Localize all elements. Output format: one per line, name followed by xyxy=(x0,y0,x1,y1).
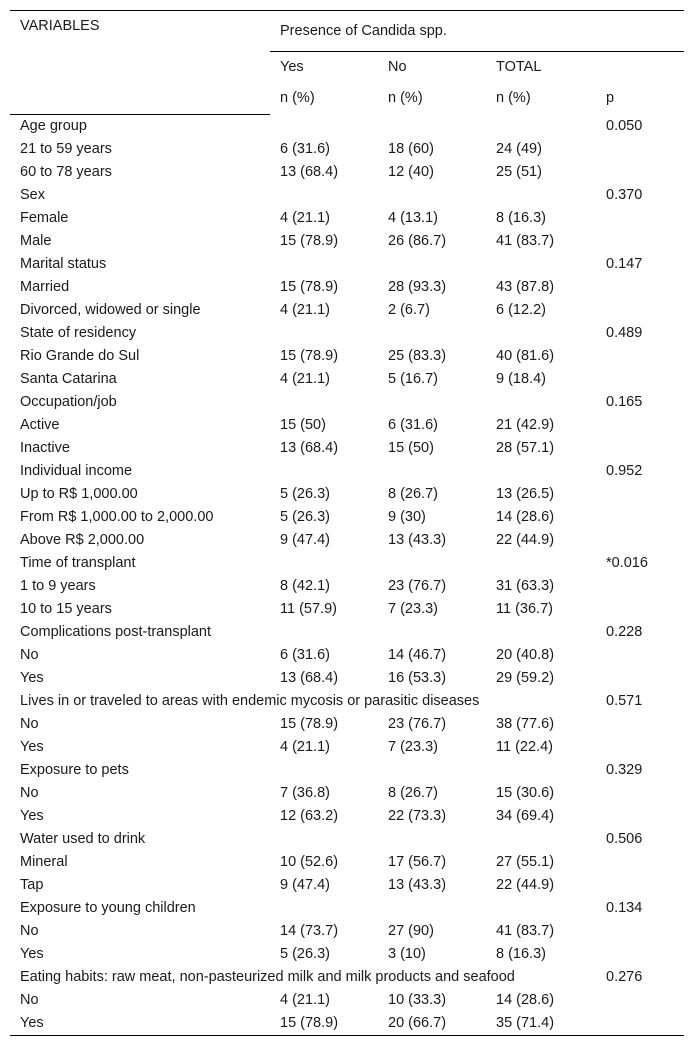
row-label: Inactive xyxy=(20,440,70,456)
row-label: Tap xyxy=(20,877,44,893)
row-no: 3 (10) xyxy=(388,946,426,962)
row-yes: 9 (47.4) xyxy=(280,877,330,893)
row-no: 23 (76.7) xyxy=(388,716,447,732)
row-p-value xyxy=(596,736,684,759)
row-no: 26 (86.7) xyxy=(388,233,447,249)
row-total: 15 (30.6) xyxy=(496,785,555,801)
row-p-value: 0.489 xyxy=(606,325,643,341)
row-p-value: 0.050 xyxy=(606,117,643,134)
header-n-pct-total: n (%) xyxy=(496,90,531,107)
row-yes: 8 (42.1) xyxy=(280,578,330,594)
row-total xyxy=(486,460,596,483)
row-p-value xyxy=(596,805,684,828)
row-total: 31 (63.3) xyxy=(496,578,555,594)
row-no: 8 (26.7) xyxy=(388,785,438,801)
row-label: Yes xyxy=(20,739,44,755)
row-yes xyxy=(270,460,378,483)
row-total xyxy=(486,759,596,782)
row-label: Sex xyxy=(20,187,45,203)
row-total xyxy=(486,828,596,851)
row-yes xyxy=(270,897,378,920)
row-no: 5 (16.7) xyxy=(388,371,438,387)
row-label: Yes xyxy=(20,946,44,962)
header-row-1 xyxy=(10,11,684,51)
row-label: No xyxy=(20,992,39,1008)
row-label: Above R$ 2,000.00 xyxy=(20,532,145,548)
row-label: Active xyxy=(20,417,60,433)
row-yes: 12 (63.2) xyxy=(280,808,339,824)
row-total: 41 (83.7) xyxy=(496,923,555,939)
row-label: Marital status xyxy=(20,256,107,272)
row-label: Yes xyxy=(20,808,44,824)
table-row xyxy=(10,368,684,391)
row-no: 27 (90) xyxy=(388,923,434,939)
row-yes xyxy=(270,828,378,851)
row-no xyxy=(378,759,486,782)
row-p-value: 0.952 xyxy=(606,463,643,479)
row-total xyxy=(486,322,596,345)
row-label: From R$ 1,000.00 to 2,000.00 xyxy=(20,509,214,525)
row-total: 43 (87.8) xyxy=(496,279,555,295)
table-row xyxy=(10,644,684,667)
row-no xyxy=(378,552,486,575)
row-total xyxy=(486,897,596,920)
row-label: Yes xyxy=(20,1015,44,1031)
row-no: 7 (23.3) xyxy=(388,601,438,617)
row-yes xyxy=(270,759,378,782)
row-p-value xyxy=(596,713,684,736)
row-total xyxy=(486,391,596,414)
row-label: Occupation/job xyxy=(20,394,117,410)
row-total: 22 (44.9) xyxy=(496,532,555,548)
row-label: No xyxy=(20,923,39,939)
row-no xyxy=(378,114,486,138)
row-p-value xyxy=(596,667,684,690)
row-no xyxy=(378,391,486,414)
row-no xyxy=(378,253,486,276)
row-yes: 5 (26.3) xyxy=(280,509,330,525)
row-no: 7 (23.3) xyxy=(388,739,438,755)
row-no: 14 (46.7) xyxy=(388,647,447,663)
row-p-value xyxy=(596,644,684,667)
row-p-value: 0.165 xyxy=(606,394,643,410)
row-total: 29 (59.2) xyxy=(496,670,555,686)
row-p-value xyxy=(596,851,684,874)
row-label: Time of transplant xyxy=(20,555,136,571)
table-row xyxy=(10,989,684,1012)
row-label: Rio Grande do Sul xyxy=(20,348,140,364)
table-row xyxy=(10,483,684,506)
table-row xyxy=(10,759,684,782)
row-p-value: 0.147 xyxy=(606,256,643,272)
row-no: 12 (40) xyxy=(388,164,434,180)
row-total: 11 (36.7) xyxy=(496,601,553,617)
table-row xyxy=(10,782,684,805)
row-p-value xyxy=(596,483,684,506)
table-row xyxy=(10,322,684,345)
row-total: 25 (51) xyxy=(496,164,542,180)
row-p-value xyxy=(596,414,684,437)
row-label: State of residency xyxy=(20,325,137,341)
row-no: 6 (31.6) xyxy=(388,417,438,433)
row-label: Mineral xyxy=(20,854,68,870)
row-label: No xyxy=(20,716,39,732)
row-p-value: 0.571 xyxy=(606,693,643,709)
table-row xyxy=(10,114,684,138)
row-label: No xyxy=(20,785,39,801)
row-yes: 9 (47.4) xyxy=(280,532,330,548)
row-yes: 13 (68.4) xyxy=(280,440,339,456)
row-total: 34 (69.4) xyxy=(496,808,555,824)
row-yes: 15 (78.9) xyxy=(280,716,339,732)
row-total: 13 (26.5) xyxy=(496,486,555,502)
row-total xyxy=(486,114,596,138)
row-no: 4 (13.1) xyxy=(388,210,438,226)
row-yes: 13 (68.4) xyxy=(280,670,339,686)
row-p-value: 0.329 xyxy=(606,762,643,778)
row-p-value xyxy=(596,1012,684,1035)
table-row xyxy=(10,575,684,598)
row-yes: 4 (21.1) xyxy=(280,210,330,226)
row-total: 24 (49) xyxy=(496,141,542,157)
row-p-value xyxy=(596,529,684,552)
table-row xyxy=(10,460,684,483)
row-total: 35 (71.4) xyxy=(496,1015,555,1031)
row-label: Lives in or traveled to areas with endemic mycosis or parasitic diseases xyxy=(20,693,480,709)
table-row xyxy=(10,161,684,184)
row-yes: 11 (57.9) xyxy=(280,601,337,617)
row-p-value: 0.506 xyxy=(606,831,643,847)
row-label: 60 to 78 years xyxy=(20,164,112,180)
row-p-value xyxy=(596,920,684,943)
table-row xyxy=(10,736,684,759)
data-table xyxy=(10,10,684,1036)
table-row xyxy=(10,391,684,414)
row-yes: 5 (26.3) xyxy=(280,486,330,502)
row-p-value xyxy=(596,598,684,621)
table-row xyxy=(10,184,684,207)
row-label: Yes xyxy=(20,670,44,686)
row-label: Female xyxy=(20,210,69,226)
row-no: 15 (50) xyxy=(388,440,434,456)
row-yes: 4 (21.1) xyxy=(280,739,330,755)
row-p-value xyxy=(596,943,684,966)
row-no: 25 (83.3) xyxy=(388,348,447,364)
row-yes xyxy=(270,322,378,345)
row-total: 6 (12.2) xyxy=(496,302,546,318)
table-row xyxy=(10,230,684,253)
header-row-3 xyxy=(10,83,684,115)
row-yes: 15 (78.9) xyxy=(280,279,339,295)
row-label: Exposure to young children xyxy=(20,900,196,916)
table-body xyxy=(10,114,684,1035)
row-p-value xyxy=(596,345,684,368)
header-row-2 xyxy=(10,51,684,83)
table-row xyxy=(10,414,684,437)
row-total: 38 (77.6) xyxy=(496,716,555,732)
row-total xyxy=(486,253,596,276)
table-row xyxy=(10,529,684,552)
table-row xyxy=(10,805,684,828)
table-row xyxy=(10,437,684,460)
row-yes: 10 (52.6) xyxy=(280,854,339,870)
row-p-value xyxy=(596,161,684,184)
table-row xyxy=(10,276,684,299)
row-total: 27 (55.1) xyxy=(496,854,555,870)
row-total: 8 (16.3) xyxy=(496,210,546,226)
row-no: 8 (26.7) xyxy=(388,486,438,502)
row-p-value: 0.276 xyxy=(606,969,643,985)
row-yes: 4 (21.1) xyxy=(280,371,330,387)
row-total xyxy=(486,184,596,207)
row-yes: 15 (78.9) xyxy=(280,1015,339,1031)
row-label: Santa Catarina xyxy=(20,371,117,387)
row-p-value xyxy=(596,207,684,230)
table-row xyxy=(10,299,684,322)
row-p-value: 0.134 xyxy=(606,900,643,916)
row-no: 13 (43.3) xyxy=(388,532,447,548)
row-no xyxy=(378,621,486,644)
row-label: Individual income xyxy=(20,463,133,479)
table-row xyxy=(10,506,684,529)
row-p-value xyxy=(596,138,684,161)
header-n-pct-no: n (%) xyxy=(388,90,423,107)
row-yes xyxy=(270,253,378,276)
row-no xyxy=(378,460,486,483)
row-label: 21 to 59 years xyxy=(20,141,112,157)
row-yes: 6 (31.6) xyxy=(280,647,330,663)
table-row xyxy=(10,897,684,920)
row-yes xyxy=(270,391,378,414)
row-total xyxy=(486,552,596,575)
row-label: Water used to drink xyxy=(20,831,146,847)
row-total xyxy=(486,621,596,644)
table-row xyxy=(10,920,684,943)
row-p-value xyxy=(596,782,684,805)
row-yes: 15 (78.9) xyxy=(280,348,339,364)
row-yes xyxy=(270,114,378,138)
row-p-value xyxy=(596,299,684,322)
row-no: 22 (73.3) xyxy=(388,808,447,824)
row-total: 14 (28.6) xyxy=(496,992,555,1008)
table-row xyxy=(10,667,684,690)
row-label: Age group xyxy=(20,118,87,134)
row-label: 1 to 9 years xyxy=(20,578,96,594)
row-total: 21 (42.9) xyxy=(496,417,555,433)
table-row xyxy=(10,1012,684,1035)
table-row xyxy=(10,598,684,621)
row-no xyxy=(378,322,486,345)
row-no: 28 (93.3) xyxy=(388,279,447,295)
row-label: Divorced, widowed or single xyxy=(20,302,201,318)
row-total: 28 (57.1) xyxy=(496,440,555,456)
row-no xyxy=(378,897,486,920)
header-n-pct-yes: n (%) xyxy=(280,90,315,107)
row-p-value xyxy=(596,368,684,391)
row-no: 17 (56.7) xyxy=(388,854,447,870)
row-label: Eating habits: raw meat, non-pasteurized milk and milk products and seafood xyxy=(20,969,515,985)
header-total: TOTAL xyxy=(496,59,542,75)
row-no: 16 (53.3) xyxy=(388,670,447,686)
row-no xyxy=(378,184,486,207)
row-total: 20 (40.8) xyxy=(496,647,555,663)
row-p-value xyxy=(596,575,684,598)
row-yes: 5 (26.3) xyxy=(280,946,330,962)
row-no xyxy=(378,828,486,851)
table-row xyxy=(10,874,684,897)
row-yes: 6 (31.6) xyxy=(280,141,330,157)
table-row xyxy=(10,207,684,230)
row-total: 11 (22.4) xyxy=(496,739,553,755)
row-p-value xyxy=(596,437,684,460)
row-no: 9 (30) xyxy=(388,509,426,525)
header-yes: Yes xyxy=(280,59,304,75)
header-p: p xyxy=(606,90,615,107)
row-label: Male xyxy=(20,233,52,249)
row-p-value xyxy=(596,230,684,253)
row-label: No xyxy=(20,647,39,663)
row-yes: 15 (50) xyxy=(280,417,326,433)
row-total: 22 (44.9) xyxy=(496,877,555,893)
row-total: 40 (81.6) xyxy=(496,348,555,364)
row-total: 8 (16.3) xyxy=(496,946,546,962)
row-yes: 4 (21.1) xyxy=(280,302,330,318)
row-label: Complications post-transplant xyxy=(20,624,212,640)
row-no: 13 (43.3) xyxy=(388,877,447,893)
header-no: No xyxy=(388,59,407,75)
table-row xyxy=(10,943,684,966)
header-candida-group: Presence of Candida spp. xyxy=(270,11,684,51)
row-yes xyxy=(270,184,378,207)
row-total: 41 (83.7) xyxy=(496,233,555,249)
row-total: 9 (18.4) xyxy=(496,371,546,387)
row-yes: 14 (73.7) xyxy=(280,923,339,939)
row-no: 23 (76.7) xyxy=(388,578,447,594)
row-no: 10 (33.3) xyxy=(388,992,447,1008)
row-p-value: 0.370 xyxy=(606,187,643,203)
table-row xyxy=(10,138,684,161)
table-row xyxy=(10,552,684,575)
row-p-value xyxy=(596,506,684,529)
table-row xyxy=(10,851,684,874)
table-row xyxy=(10,690,684,713)
row-yes: 7 (36.8) xyxy=(280,785,330,801)
row-yes xyxy=(270,552,378,575)
row-p-value xyxy=(596,276,684,299)
row-no: 2 (6.7) xyxy=(388,302,430,318)
table-row xyxy=(10,345,684,368)
table-row xyxy=(10,621,684,644)
row-yes: 13 (68.4) xyxy=(280,164,339,180)
table-row xyxy=(10,828,684,851)
row-p-value xyxy=(596,989,684,1012)
candida-table xyxy=(10,11,684,1035)
row-yes xyxy=(270,621,378,644)
row-no: 18 (60) xyxy=(388,141,434,157)
table-row xyxy=(10,966,684,989)
row-no: 20 (66.7) xyxy=(388,1015,447,1031)
row-yes: 15 (78.9) xyxy=(280,233,339,249)
row-label: 10 to 15 years xyxy=(20,601,112,617)
row-p-value: 0.228 xyxy=(606,624,643,640)
row-label: Married xyxy=(20,279,70,295)
table-row xyxy=(10,713,684,736)
row-total: 14 (28.6) xyxy=(496,509,555,525)
row-p-value: *0.016 xyxy=(606,555,648,571)
row-yes: 4 (21.1) xyxy=(280,992,330,1008)
row-p-value xyxy=(596,874,684,897)
row-label: Exposure to pets xyxy=(20,762,129,778)
table-row xyxy=(10,253,684,276)
header-variables: VARIABLES xyxy=(20,18,100,34)
row-label: Up to R$ 1,000.00 xyxy=(20,486,138,502)
